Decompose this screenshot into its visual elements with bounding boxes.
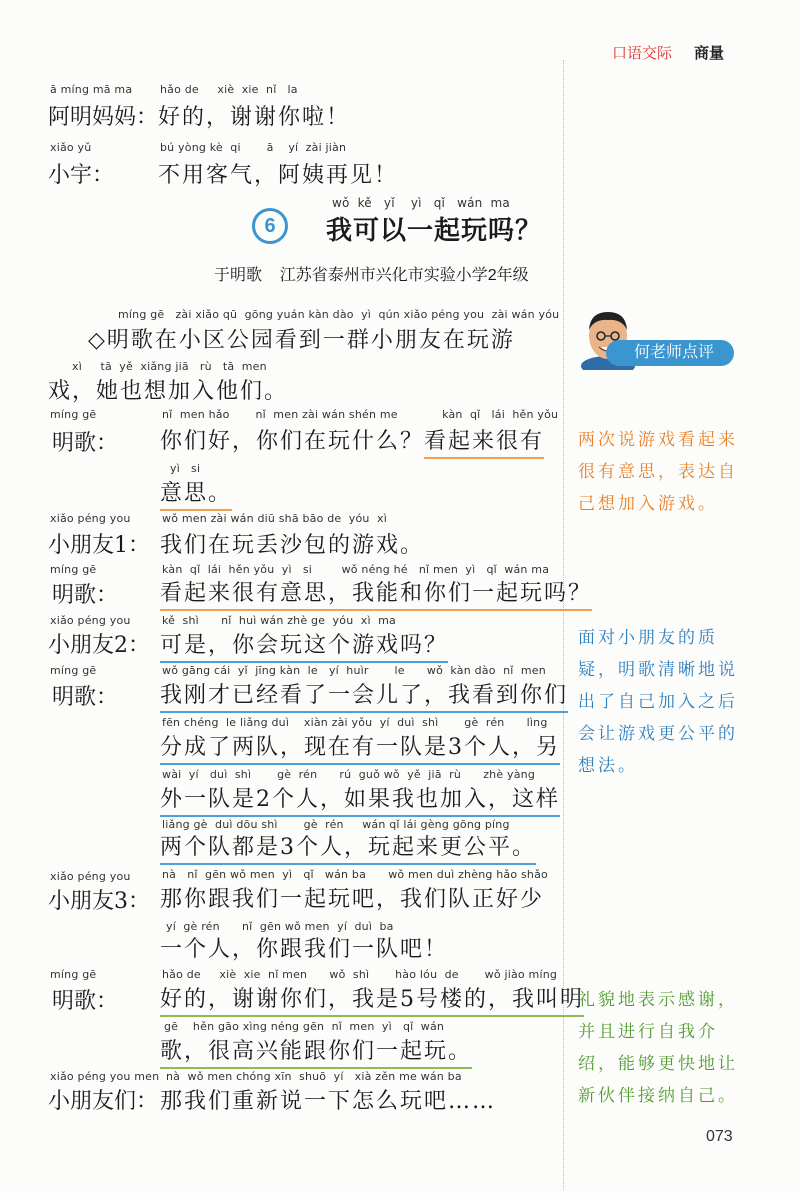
- intro-pinyin: xì tā yě xiǎng jiā rù tā men: [72, 360, 267, 373]
- header-topic: 商量: [694, 45, 725, 62]
- speaker-label: 小朋友3：: [48, 889, 150, 914]
- speaker-pinyin: xiǎo péng you: [50, 512, 131, 525]
- speaker-label: 小朋友们：: [48, 1089, 159, 1114]
- prev-line-pinyin: hǎo de xiè xie nǐ la: [160, 83, 298, 96]
- lesson-number: 6: [252, 208, 288, 244]
- line-text: 那我们重新说一下怎么玩吧……: [160, 1089, 497, 1114]
- line-pinyin: gē hěn gāo xìng néng gēn nǐ men yì qǐ wán: [164, 1020, 445, 1033]
- line-pinyin: nà nǐ gēn wǒ men yì qǐ wán ba wǒ men duì zhèng hǎo shǎo: [162, 868, 548, 881]
- line-pinyin: fēn chéng le liǎng duì xiàn zài yǒu yí duì shì gè rén lìng: [162, 716, 548, 729]
- line-pinyin: hǎo de xiè xie nǐ men wǒ shì hào lóu de wǒ jiào míng: [162, 968, 558, 981]
- speaker-label: 小朋友1：: [48, 533, 150, 558]
- prev-speaker-pinyin: ā míng mā ma: [50, 83, 133, 96]
- line-text-underlined: 好的，谢谢你们，我是5号楼的，我叫明: [160, 982, 584, 1017]
- prev-line-pinyin: bú yòng kè qi ā yí zài jiàn: [160, 141, 347, 154]
- line-text-underlined: 歌，很高兴能跟你们一起玩。: [160, 1034, 472, 1069]
- line-pinyin: kàn qǐ lái hěn yǒu yì si wǒ néng hé nǐ men yì qǐ wán ma: [162, 563, 550, 576]
- speaker-label: 明歌：: [52, 989, 119, 1014]
- line-pinyin: liǎng gè duì dōu shì gè rén wán qǐ lái gèng gōng píng: [162, 818, 510, 831]
- line-text-underlined: 两个队都是3个人，玩起来更公平。: [160, 830, 536, 865]
- speaker-pinyin: míng gē: [50, 408, 97, 421]
- column-divider: [563, 60, 564, 1190]
- author-line: 于明歌 江苏省泰州市兴化市实验小学2年级: [214, 267, 529, 284]
- speaker-pinyin: míng gē: [50, 563, 97, 576]
- speaker-pinyin: xiǎo péng you men: [50, 1070, 160, 1083]
- prev-speaker: 小宇：: [48, 163, 115, 188]
- line-text-underlined: 分成了两队，现在有一队是3个人，另: [160, 730, 560, 765]
- prev-speaker-pinyin: xiǎo yǔ: [50, 141, 92, 154]
- prev-line: 好的，谢谢你啦！: [158, 105, 351, 130]
- speaker-pinyin: xiǎo péng you: [50, 614, 131, 627]
- line-text-underlined: 意思。: [160, 476, 232, 511]
- speaker-pinyin: míng gē: [50, 664, 97, 677]
- page-number: 073: [706, 1128, 733, 1145]
- speaker-pinyin: xiǎo péng you: [50, 870, 131, 883]
- teacher-comment: 面对小朋友的质疑，明歌清晰地说出了自己加入之后会让游戏更公平的想法。: [578, 628, 738, 776]
- line-pinyin: wǒ gāng cái yǐ jīng kàn le yí huìr le wǒ kàn dào nǐ men: [162, 664, 546, 677]
- lesson-title: 我可以一起玩吗？: [326, 216, 543, 246]
- line-pinyin: wǒ men zài wán diū shā bāo de yóu xì: [162, 512, 387, 525]
- speaker-label: 明歌：: [52, 583, 119, 608]
- line-text-underlined: 看起来很有意思，我能和你们一起玩吗？: [160, 576, 592, 611]
- line-pinyin: yí gè rén nǐ gēn wǒ men yí duì ba: [166, 920, 394, 933]
- line-text: 一个人，你跟我们一队吧！: [160, 937, 449, 962]
- teacher-comment: 礼貌地表示感谢，并且进行自我介绍，能够更快地让新伙伴接纳自己。: [578, 990, 738, 1106]
- line-pinyin: yì si: [170, 462, 201, 475]
- line-pinyin: wài yí duì shì gè rén rú guǒ wǒ yě jiā rù zhè yàng: [162, 768, 536, 781]
- line-text-underlined: 外一队是2个人，如果我也加入，这样: [160, 782, 560, 817]
- intro-pinyin: míng gē zài xiǎo qū gōng yuán kàn dào yì qún xiǎo péng you zài wán yóu: [118, 308, 560, 321]
- prev-line: 不用客气，阿姨再见！: [158, 163, 399, 188]
- line-text: 我们在玩丢沙包的游戏。: [160, 533, 425, 558]
- teacher-comment: 两次说游戏看起来很有意思，表达自己想加入游戏。: [578, 430, 738, 514]
- line-pinyin: nà wǒ men chóng xīn shuō yí xià zěn me wán ba: [166, 1070, 462, 1083]
- teacher-comment-badge: 何老师点评: [606, 340, 734, 366]
- title-pinyin: wǒ kě yǐ yì qǐ wán ma: [332, 196, 510, 210]
- intro-text: ◇明歌在小区公园看到一群小朋友在玩游: [88, 328, 515, 353]
- speaker-label: 明歌：: [52, 685, 119, 710]
- line-text-underlined: 看起来很有: [424, 424, 544, 459]
- intro-text: 戏，她也想加入他们。: [48, 379, 289, 404]
- speaker-label: 小朋友2：: [48, 633, 150, 658]
- line-text-underlined: 可是，你会玩这个游戏吗？: [160, 628, 448, 663]
- line-pinyin: kě shì nǐ huì wán zhè ge yóu xì ma: [162, 614, 396, 627]
- line-pinyin: nǐ men hǎo nǐ men zài wán shén me kàn qǐ lái hěn yǒu: [162, 408, 559, 421]
- prev-speaker: 阿明妈妈：: [48, 105, 159, 130]
- header-section: 口语交际: [612, 45, 673, 62]
- line-text: 你们好，你们在玩什么？: [160, 429, 425, 454]
- line-text: 那你跟我们一起玩吧，我们队正好少: [160, 887, 545, 912]
- line-text-underlined: 我刚才已经看了一会儿了，我看到你们: [160, 678, 568, 713]
- speaker-label: 明歌：: [52, 431, 119, 456]
- speaker-pinyin: míng gē: [50, 968, 97, 981]
